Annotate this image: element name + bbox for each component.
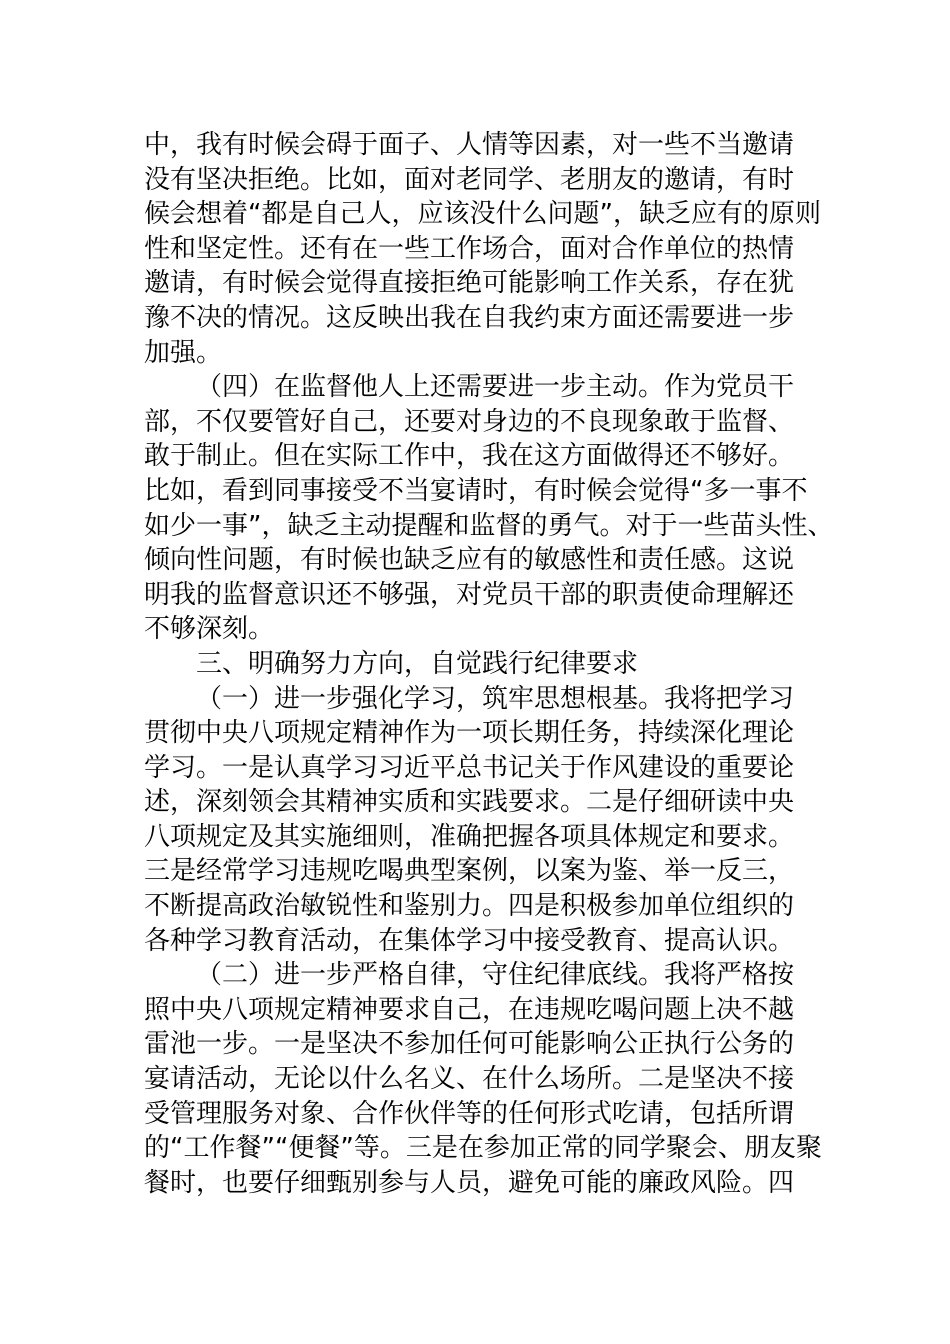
paragraph-line: 各种学习教育活动，在集体学习中接受教育、提高认识。 bbox=[144, 925, 795, 956]
paragraph-line: 的“工作餐”“便餐”等。三是在参加正常的同学聚会、朋友聚 bbox=[144, 1133, 822, 1164]
paragraph-line: 如少一事”，缺乏主动提醒和监督的勇气。对于一些苗头性、 bbox=[144, 510, 834, 541]
paragraph-line: 餐时，也要仔细甄别参与人员，避免可能的廉政风险。四 bbox=[144, 1167, 795, 1198]
paragraph-line: 性和坚定性。还有在一些工作场合，面对合作单位的热情 bbox=[144, 233, 795, 264]
paragraph-line: 述，深刻领会其精神实质和实践要求。二是仔细研读中央 bbox=[144, 787, 795, 818]
paragraph-line: 比如，看到同事接受不当宴请时，有时候会觉得“多一事不 bbox=[144, 475, 808, 506]
paragraph-line: 中，我有时候会碍于面子、人情等因素，对一些不当邀请 bbox=[144, 130, 795, 160]
paragraph-line: 受管理服务对象、合作伙伴等的任何形式吃请，包括所谓 bbox=[144, 1098, 795, 1129]
paragraph-line: 学习。一是认真学习习近平总书记关于作风建设的重要论 bbox=[144, 752, 795, 783]
document-body bbox=[144, 128, 834, 1200]
paragraph-line: 八项规定及其实施细则，准确把握各项具体规定和要求。 bbox=[144, 821, 795, 852]
paragraph-line: 加强。 bbox=[144, 337, 223, 368]
paragraph-line: 雷池一步。一是坚决不参加任何可能影响公正执行公务的 bbox=[144, 1029, 795, 1060]
section-heading: 三、明确努力方向，自觉践行纪律要求 bbox=[196, 648, 639, 679]
paragraph-line: 部，不仅要管好自己，还要对身边的不良现象敢于监督、 bbox=[144, 406, 795, 437]
paragraph-line: 宴请活动，无论以什么名义、在什么场所。二是坚决不接 bbox=[144, 1064, 795, 1095]
paragraph-line: 贯彻中央八项规定精神作为一项长期任务，持续深化理论 bbox=[144, 718, 795, 749]
paragraph-line: 三是经常学习违规吃喝典型案例，以案为鉴、举一反三， bbox=[144, 856, 795, 887]
paragraph-line-indented: （四）在监督他人上还需要进一步主动。作为党员干 bbox=[196, 372, 795, 403]
paragraph-line: 豫不决的情况。这反映出我在自我约束方面还需要进一步 bbox=[144, 302, 795, 333]
paragraph-line-indented: （一）进一步强化学习，筑牢思想根基。我将把学习 bbox=[196, 683, 795, 714]
paragraph-line: 没有坚决拒绝。比如，面对老同学、老朋友的邀请，有时 bbox=[144, 164, 795, 195]
paragraph-line: 不断提高政治敏锐性和鉴别力。四是积极参加单位组织的 bbox=[144, 891, 795, 922]
paragraph-line: 候会想着“都是自己人，应该没什么问题”，缺乏应有的原则 bbox=[144, 199, 821, 230]
paragraph-line: 不够深刻。 bbox=[144, 614, 275, 645]
paragraph-line-indented: （二）进一步严格自律，守住纪律底线。我将严格按 bbox=[196, 960, 795, 991]
paragraph-line: 明我的监督意识还不够强，对党员干部的职责使命理解还 bbox=[144, 579, 795, 610]
paragraph-line: 倾向性问题，有时候也缺乏应有的敏感性和责任感。这说 bbox=[144, 545, 795, 576]
paragraph-line: 敢于制止。但在实际工作中，我在这方面做得还不够好。 bbox=[144, 441, 795, 472]
paragraph-line: 照中央八项规定精神要求自己，在违规吃喝问题上决不越 bbox=[144, 994, 795, 1025]
paragraph-line: 邀请，有时候会觉得直接拒绝可能影响工作关系，存在犹 bbox=[144, 268, 795, 299]
